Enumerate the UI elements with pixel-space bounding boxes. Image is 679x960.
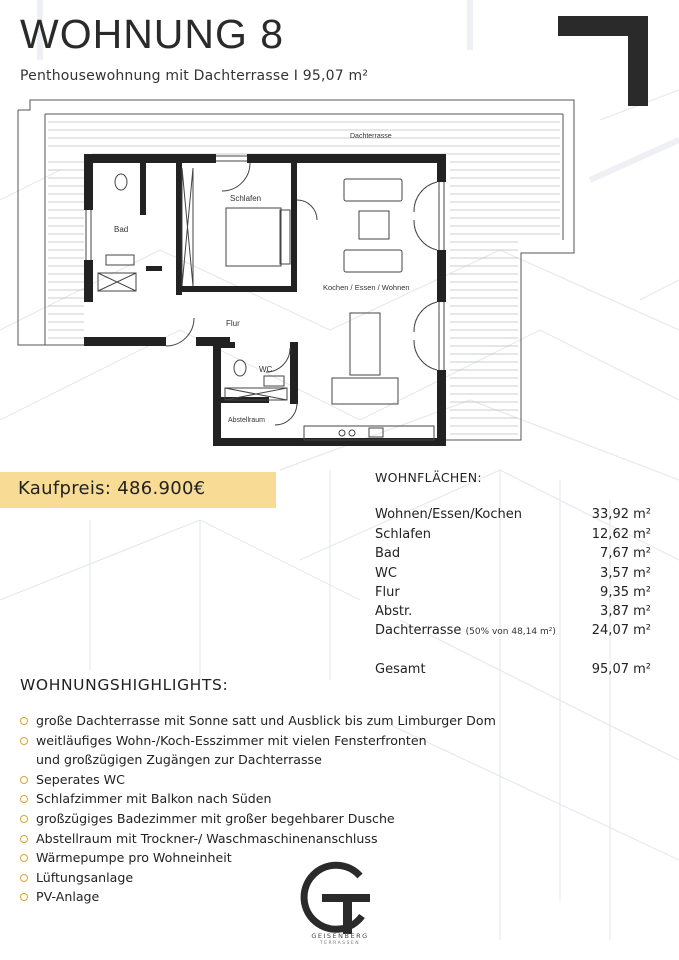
highlight-text: großzügiges Badezimmer mit großer begehbarer Dusche — [36, 810, 395, 826]
area-name: WC — [375, 566, 397, 581]
area-value: 33,92 m² — [591, 507, 651, 522]
list-item — [20, 770, 496, 790]
highlight-text: Seperates WC — [36, 771, 125, 787]
area-total-name: Gesamt — [375, 662, 426, 677]
bullet-icon — [20, 737, 28, 745]
floor-plan — [0, 90, 679, 470]
list-item — [20, 731, 496, 751]
area-total-row — [375, 662, 651, 677]
bullet-icon — [20, 874, 28, 882]
areas-heading: WOHNFLÄCHEN: — [375, 470, 482, 485]
area-name: Bad — [375, 546, 401, 561]
area-value: 3,87 m² — [600, 604, 651, 619]
bullet-icon — [20, 835, 28, 843]
label-living: Kochen / Essen / Wohnen — [323, 283, 410, 292]
label-bath: Bad — [114, 225, 129, 234]
area-row — [375, 604, 651, 619]
area-total-value: 95,07 m² — [591, 662, 651, 677]
highlight-text: Abstellraum mit Trockner-/ Waschmaschinenanschluss — [36, 830, 378, 846]
bullet-icon — [20, 795, 28, 803]
bullet-icon — [20, 776, 28, 784]
area-row — [375, 527, 651, 542]
area-value: 3,57 m² — [600, 566, 651, 581]
list-item — [20, 829, 496, 849]
brand-logo-icon — [300, 858, 380, 938]
highlight-text: und großzügigen Zugängen zur Dachterrasse — [36, 752, 322, 768]
label-terrace: Dachterrasse — [350, 133, 392, 140]
area-value: 9,35 m² — [600, 585, 651, 600]
highlight-text: weitläufiges Wohn-/Koch-Esszimmer mit vielen Fensterfronten — [36, 732, 427, 748]
highlight-text: Schlafzimmer mit Balkon nach Süden — [36, 791, 272, 807]
list-item — [20, 868, 496, 888]
area-value: 24,07 m² — [591, 623, 651, 638]
area-row — [375, 546, 651, 561]
area-value: 7,67 m² — [600, 546, 651, 561]
bullet-icon — [20, 717, 28, 725]
area-name: Wohnen/Essen/Kochen — [375, 507, 522, 522]
price-label: Kaufpreis: 486.900€ — [18, 478, 206, 499]
list-item — [20, 750, 496, 770]
area-name: Schlafen — [375, 527, 432, 542]
area-name: Flur — [375, 585, 400, 600]
area-note: (50% von 48,14 m²) — [465, 627, 556, 637]
list-item — [20, 789, 496, 809]
area-name: Dachterrasse — [375, 623, 462, 638]
list-item — [20, 711, 496, 731]
bullet-icon — [20, 815, 28, 823]
list-item — [20, 809, 496, 829]
area-name-group — [375, 623, 556, 638]
brand-subname: TERRASSEN — [319, 941, 361, 946]
label-hall: Flur — [226, 319, 240, 328]
area-name: Abstr. — [375, 604, 413, 619]
highlights-list — [20, 711, 496, 907]
highlight-text: PV-Anlage — [36, 889, 100, 905]
area-row — [375, 585, 651, 600]
highlight-text: Wärmepumpe pro Wohneinheit — [36, 850, 232, 866]
highlight-text: große Dachterrasse mit Sonne satt und Ausblick bis zum Limburger Dom — [36, 713, 496, 728]
bullet-icon — [20, 854, 28, 862]
label-storage: Abstellraum — [228, 417, 265, 424]
highlights-heading: WOHNUNGSHIGHLIGHTS: — [20, 676, 229, 694]
page-subtitle: Penthousewohnung mit Dachterrasse I 95,07 m² — [20, 68, 369, 84]
highlight-text: Lüftungsanlage — [36, 869, 134, 885]
bullet-icon — [20, 893, 28, 901]
page-title: WOHNUNG 8 — [20, 11, 285, 57]
walls — [84, 154, 446, 446]
list-item — [20, 848, 496, 868]
label-bedroom: Schlafen — [230, 194, 262, 203]
area-row — [375, 507, 651, 522]
label-wc: WC — [259, 365, 273, 374]
area-value: 12,62 m² — [591, 527, 651, 542]
area-row — [375, 623, 651, 638]
brand-name: GEISENBERG — [311, 932, 369, 940]
area-row — [375, 566, 651, 581]
list-item — [20, 887, 496, 907]
